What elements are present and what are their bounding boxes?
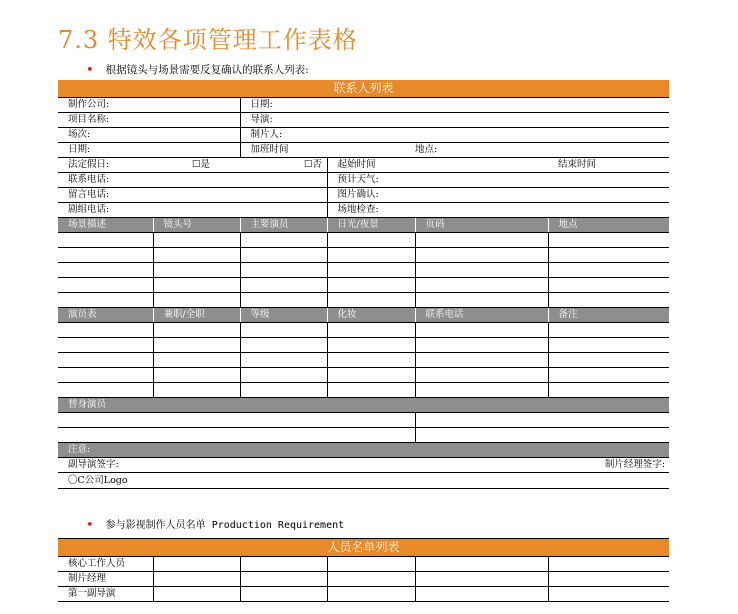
scene-col-3: 日光/夜景 (327, 218, 415, 233)
holiday-no-checkbox[interactable]: ☐否 (304, 159, 323, 170)
bullet-dot-icon: • (86, 518, 94, 533)
crew-table (58, 538, 669, 602)
notes-label: 注意: (58, 443, 669, 458)
crew-table-header: 人员名单列表 (58, 539, 669, 557)
table-row (58, 572, 669, 587)
holiday-cell (58, 158, 327, 173)
image-confirm-label: 图片确认: (327, 188, 669, 203)
project-name-label: 项目名称: (58, 113, 240, 128)
pm-sign-label: 制片经理签字: (327, 458, 669, 473)
crew-row-label: 制片经理 (58, 572, 153, 587)
crew-row-label: 第一副导演 (58, 587, 153, 602)
holiday-label: 法定假日: (68, 159, 110, 170)
table-row (58, 338, 669, 353)
scene-col-5: 地点 (548, 218, 669, 233)
logo-label: 〇C公司Logo (58, 473, 669, 489)
producer-label: 制片人: (240, 128, 669, 143)
start-time-label: 起始时间 (327, 158, 548, 173)
location-label: 地点: (415, 143, 669, 158)
actor-header-row (58, 308, 669, 323)
actor-col-4: 联系电话 (415, 308, 548, 323)
actor-col-0: 演员表 (58, 308, 153, 323)
table-row (58, 248, 669, 263)
ad-sign-label: 副导演签字: (58, 458, 327, 473)
crew-phone-label: 剧组电话: (58, 203, 327, 218)
bullet-contacts (86, 62, 309, 77)
stand-in-label: 替身演员 (58, 398, 669, 413)
page-title: 7.3 特效各项管理工作表格 (58, 26, 358, 54)
table-row (58, 587, 669, 602)
scene-header-row (58, 218, 669, 233)
overtime-label: 加班时间 (240, 143, 415, 158)
holiday-yes-checkbox[interactable]: ☐是 (192, 159, 211, 170)
bullet-dot-icon: • (86, 63, 94, 78)
crew-row-label: 核心工作人员 (58, 557, 153, 572)
scene-col-4: 页码 (415, 218, 548, 233)
bullet-crew-text: 参与影视制作人员名单 Production Requirement (105, 520, 345, 531)
table-row (58, 263, 669, 278)
contacts-table (58, 80, 669, 489)
weather-label: 预计天气: (327, 173, 669, 188)
date-label: 日期: (240, 98, 669, 113)
contacts-table-header: 联系人列表 (58, 80, 669, 98)
actor-col-3: 化妆 (327, 308, 415, 323)
stand-in-header-row (58, 398, 669, 413)
table-row (58, 278, 669, 293)
scene-col-0: 场景描述 (58, 218, 153, 233)
table-row (58, 428, 669, 443)
scene-col-2: 主要演员 (240, 218, 327, 233)
table-row (58, 557, 669, 572)
actor-col-5: 备注 (548, 308, 669, 323)
director-label: 导演: (240, 113, 669, 128)
scene-col-1: 镜头号 (153, 218, 240, 233)
table-row (58, 323, 669, 338)
date2-label: 日期: (58, 143, 240, 158)
scene-no-label: 场次: (58, 128, 240, 143)
table-row (58, 413, 669, 428)
bullet-crew (86, 516, 344, 532)
table-row (58, 293, 669, 308)
message-phone-label: 留言电话: (58, 188, 327, 203)
phone-label: 联系电话: (58, 173, 327, 188)
actor-col-1: 兼职/全职 (153, 308, 240, 323)
company-label: 制作公司: (58, 98, 240, 113)
end-time-label: 结束时间 (548, 158, 669, 173)
site-check-label: 场地检查: (327, 203, 669, 218)
table-row (58, 233, 669, 248)
notes-header-row (58, 443, 669, 458)
table-row (58, 353, 669, 368)
table-row (58, 383, 669, 398)
actor-col-2: 等级 (240, 308, 327, 323)
bullet-contacts-text: 根据镜头与场景需要反复确认的联系人列表: (105, 64, 309, 76)
table-row (58, 368, 669, 383)
